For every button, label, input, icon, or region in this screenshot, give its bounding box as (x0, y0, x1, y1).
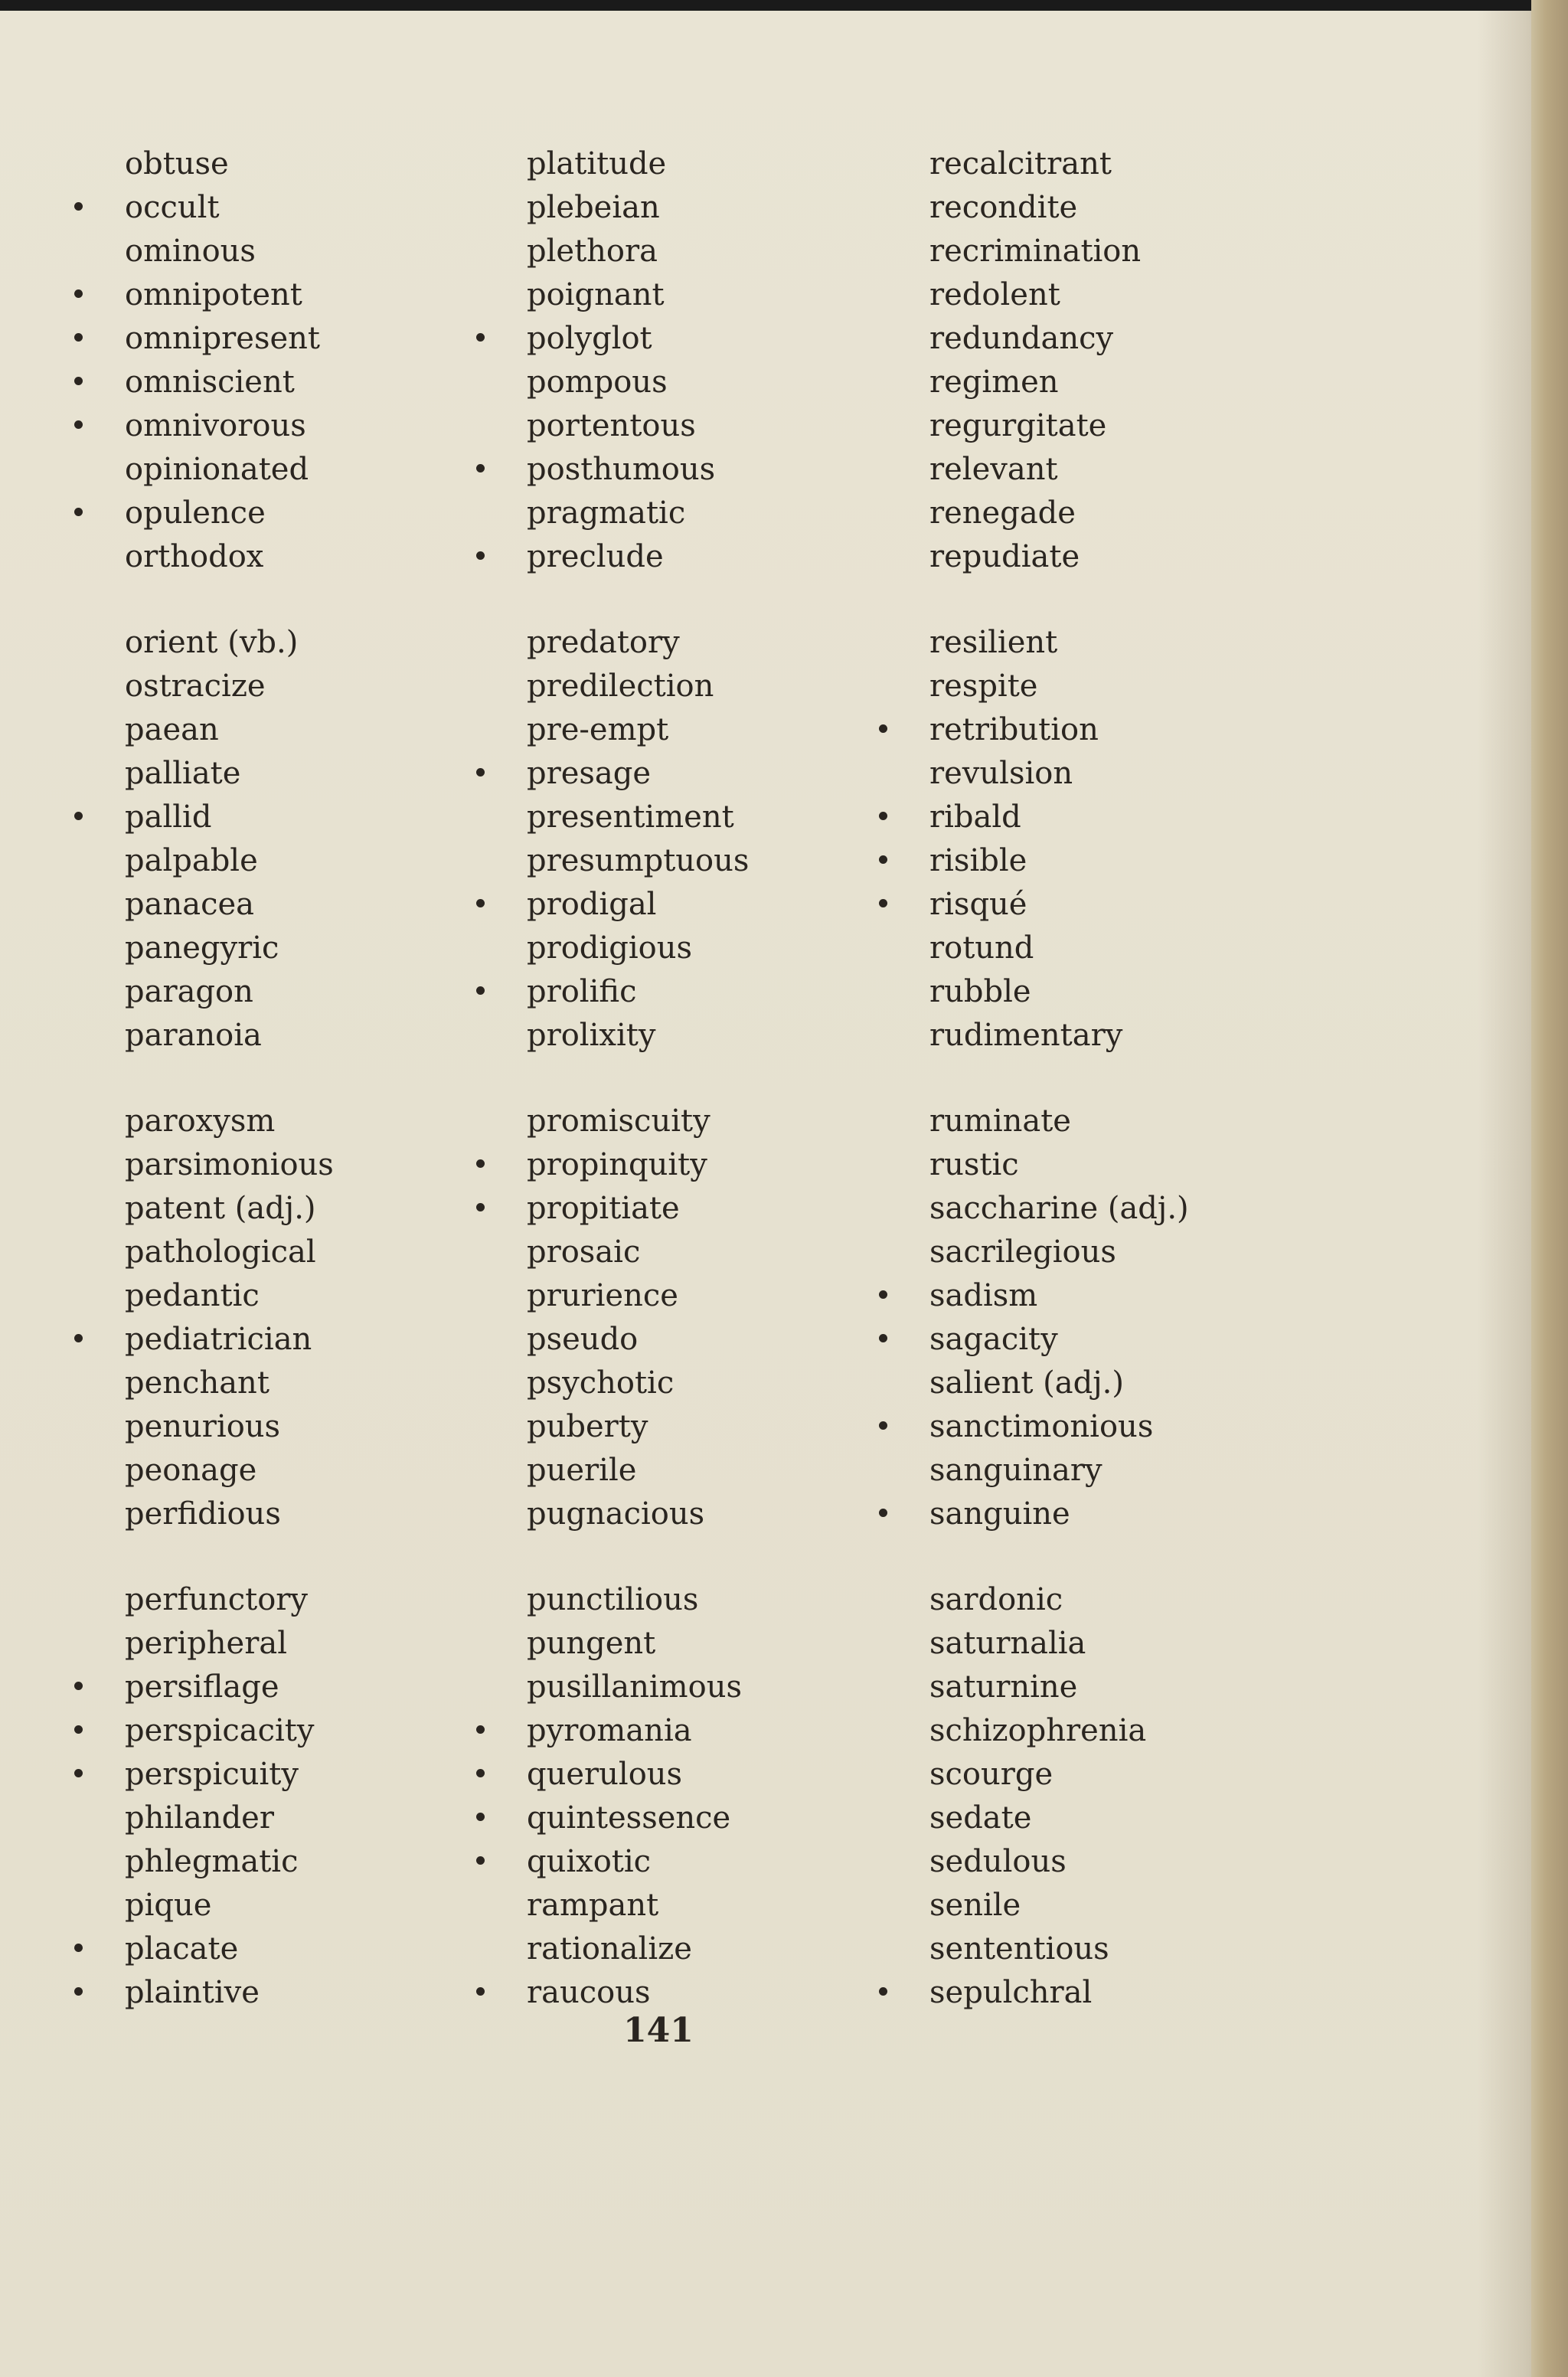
word-text: resilient (929, 625, 1058, 660)
vocabulary-word (929, 1100, 1282, 1143)
vocabulary-word (929, 1362, 1282, 1405)
vocabulary-word (929, 970, 1282, 1014)
word-text: promiscuity (527, 1103, 710, 1139)
word-group (929, 1578, 1282, 2015)
word-text: pragmatic (527, 495, 686, 531)
word-text: ominous (125, 234, 256, 269)
vocabulary-word (527, 142, 879, 186)
vocabulary-word (527, 665, 879, 708)
word-text: quixotic (527, 1844, 652, 1879)
vocabulary-word (929, 1622, 1282, 1666)
vocabulary-word (929, 1274, 1282, 1318)
vocabulary-word (929, 535, 1282, 579)
vocabulary-word (527, 1666, 879, 1709)
vocabulary-word (929, 839, 1282, 883)
bullet-marker-icon (476, 1856, 485, 1865)
vocabulary-word (929, 1753, 1282, 1797)
word-text: sadism (929, 1278, 1038, 1313)
vocabulary-word (527, 1100, 879, 1143)
vocabulary-word (125, 273, 477, 317)
bullet-marker-icon (879, 1334, 887, 1342)
word-text: omnipresent (125, 321, 320, 356)
vocabulary-word (929, 621, 1282, 665)
word-text: presumptuous (527, 843, 750, 878)
bullet-marker-icon (476, 1813, 485, 1821)
word-text: repudiate (929, 539, 1080, 574)
word-text: pompous (527, 365, 668, 400)
bullet-marker-icon (476, 1159, 485, 1168)
word-text: salient (adj.) (929, 1365, 1124, 1401)
vocabulary-word (125, 492, 477, 535)
vocabulary-word (929, 492, 1282, 535)
word-text: recalcitrant (929, 146, 1112, 181)
vocabulary-word (929, 1187, 1282, 1231)
bullet-marker-icon (74, 1987, 83, 1996)
word-group (527, 621, 879, 1058)
vocabulary-word (527, 708, 879, 752)
word-text: orthodox (125, 539, 264, 574)
vocabulary-word (527, 1405, 879, 1449)
word-text: portentous (527, 408, 696, 443)
word-text: obtuse (125, 146, 229, 181)
word-group (125, 621, 477, 1058)
vocabulary-word (125, 1666, 477, 1709)
bullet-marker-icon (476, 1203, 485, 1211)
word-text: redundancy (929, 321, 1114, 356)
vocabulary-word (929, 1709, 1282, 1753)
word-text: palpable (125, 843, 258, 878)
vocabulary-word (527, 1449, 879, 1493)
vocabulary-word (527, 186, 879, 230)
vocabulary-word (527, 796, 879, 839)
word-text: polyglot (527, 321, 652, 356)
vocabulary-word (929, 1405, 1282, 1449)
word-text: preclude (527, 539, 664, 574)
word-text: penchant (125, 1365, 270, 1401)
word-text: patent (adj.) (125, 1191, 316, 1226)
bullet-marker-icon (476, 1769, 485, 1777)
word-text: pungent (527, 1626, 656, 1661)
word-text: sententious (929, 1931, 1109, 1967)
vocabulary-word (929, 1231, 1282, 1274)
vocabulary-word (125, 708, 477, 752)
vocabulary-word (125, 1231, 477, 1274)
vocabulary-word (929, 1014, 1282, 1058)
word-text: orient (vb.) (125, 625, 299, 660)
word-text: prolific (527, 974, 637, 1009)
bullet-marker-icon (74, 1682, 83, 1690)
vocabulary-word (125, 1709, 477, 1753)
bullet-marker-icon (74, 289, 83, 298)
word-text: persiflage (125, 1669, 279, 1705)
vocabulary-word (929, 1884, 1282, 1927)
word-text: placate (125, 1931, 239, 1967)
bullet-marker-icon (476, 1725, 485, 1734)
word-text: respite (929, 669, 1038, 704)
vocabulary-word (125, 317, 477, 361)
bullet-marker-icon (476, 333, 485, 342)
vocabulary-word (125, 1840, 477, 1884)
bullet-marker-icon (476, 551, 485, 560)
vocabulary-word (527, 404, 879, 448)
vocabulary-word (929, 404, 1282, 448)
word-text: saccharine (adj.) (929, 1191, 1189, 1226)
word-group (125, 1100, 477, 1536)
word-text: psychotic (527, 1365, 675, 1401)
vocabulary-word (929, 1449, 1282, 1493)
vocabulary-word (527, 927, 879, 970)
vocabulary-word (929, 186, 1282, 230)
vocabulary-word (527, 317, 879, 361)
word-text: ribald (929, 799, 1021, 835)
vocabulary-word (125, 621, 477, 665)
vocabulary-word (125, 1014, 477, 1058)
vocabulary-word (125, 186, 477, 230)
bullet-marker-icon (74, 508, 83, 516)
word-text: pediatrician (125, 1322, 312, 1357)
word-text: schizophrenia (929, 1713, 1147, 1748)
vocabulary-word (929, 142, 1282, 186)
vocabulary-word (527, 839, 879, 883)
vocabulary-word (527, 273, 879, 317)
vocabulary-word (527, 1014, 879, 1058)
vocabulary-word (125, 448, 477, 492)
word-group (929, 1100, 1282, 1536)
vocabulary-word (125, 970, 477, 1014)
vocabulary-word (125, 1753, 477, 1797)
word-text: poignant (527, 277, 665, 312)
bullet-marker-icon (879, 812, 887, 820)
bullet-marker-icon (879, 1987, 887, 1996)
vocabulary-word (527, 883, 879, 927)
word-text: sedate (929, 1800, 1032, 1836)
vocabulary-word (125, 361, 477, 404)
word-text: panegyric (125, 930, 279, 966)
word-text: penurious (125, 1409, 281, 1444)
word-text: sedulous (929, 1844, 1067, 1879)
word-text: pyromania (527, 1713, 692, 1748)
vocabulary-word (125, 230, 477, 273)
vocabulary-word (125, 883, 477, 927)
word-text: querulous (527, 1757, 683, 1792)
vocabulary-word (125, 1884, 477, 1927)
word-text: rubble (929, 974, 1031, 1009)
vocabulary-word (929, 448, 1282, 492)
vocabulary-word (125, 404, 477, 448)
word-text: scourge (929, 1757, 1054, 1792)
vocabulary-word (929, 317, 1282, 361)
vocabulary-word (929, 1840, 1282, 1884)
vocabulary-word (527, 1493, 879, 1536)
word-text: puerile (527, 1453, 637, 1488)
word-text: propinquity (527, 1147, 707, 1182)
bullet-marker-icon (879, 1290, 887, 1299)
word-text: senile (929, 1888, 1021, 1923)
word-text: renegade (929, 495, 1076, 531)
vocabulary-word (527, 1840, 879, 1884)
word-text: regimen (929, 365, 1059, 400)
vocabulary-word (527, 1927, 879, 1971)
vocabulary-word (929, 1578, 1282, 1622)
vocabulary-word (527, 621, 879, 665)
vocabulary-word (929, 796, 1282, 839)
word-text: paean (125, 712, 219, 747)
vocabulary-word (125, 142, 477, 186)
word-text: saturnine (929, 1669, 1078, 1705)
vocabulary-word (929, 1666, 1282, 1709)
bullet-marker-icon (879, 899, 887, 907)
vocabulary-word (527, 1884, 879, 1927)
vocabulary-word (527, 1143, 879, 1187)
word-text: sepulchral (929, 1975, 1093, 2010)
vocabulary-word (929, 1927, 1282, 1971)
word-text: ostracize (125, 669, 266, 704)
vocabulary-word (527, 1622, 879, 1666)
vocabulary-word (929, 273, 1282, 317)
word-text: phlegmatic (125, 1844, 299, 1879)
word-text: risqué (929, 887, 1027, 922)
word-text: pusillanimous (527, 1669, 742, 1705)
word-text: rotund (929, 930, 1034, 966)
vocabulary-word (125, 796, 477, 839)
word-text: parsimonious (125, 1147, 334, 1182)
word-text: puberty (527, 1409, 648, 1444)
word-group (125, 1578, 477, 2015)
vocabulary-word (527, 970, 879, 1014)
bullet-marker-icon (74, 1944, 83, 1952)
word-text: regurgitate (929, 408, 1107, 443)
bullet-marker-icon (476, 899, 485, 907)
word-text: raucous (527, 1975, 651, 2010)
word-text: predatory (527, 625, 680, 660)
word-text: omnipotent (125, 277, 302, 312)
word-text: pathological (125, 1234, 316, 1270)
word-text: omniscient (125, 365, 295, 400)
word-group (125, 142, 477, 579)
bullet-marker-icon (74, 333, 83, 342)
vocabulary-word (527, 230, 879, 273)
vocabulary-word (125, 1449, 477, 1493)
word-group (527, 142, 879, 579)
word-text: rationalize (527, 1931, 692, 1967)
vocabulary-word (125, 1143, 477, 1187)
word-text: paranoia (125, 1018, 262, 1053)
word-group (929, 621, 1282, 1058)
word-text: presage (527, 756, 652, 791)
word-text: pseudo (527, 1322, 639, 1357)
word-text: propitiate (527, 1191, 680, 1226)
bullet-marker-icon (74, 1334, 83, 1342)
vocabulary-word (125, 1274, 477, 1318)
word-text: opulence (125, 495, 266, 531)
word-text: rustic (929, 1147, 1019, 1182)
word-text: saturnalia (929, 1626, 1086, 1661)
bullet-marker-icon (476, 464, 485, 472)
vocabulary-word (527, 752, 879, 796)
word-text: pique (125, 1888, 212, 1923)
word-text: sanctimonious (929, 1409, 1154, 1444)
vocabulary-word (527, 361, 879, 404)
word-text: paragon (125, 974, 253, 1009)
vocabulary-word (125, 1362, 477, 1405)
page-top-edge (0, 0, 1531, 11)
word-text: pre-empt (527, 712, 669, 747)
word-text: sacrilegious (929, 1234, 1116, 1270)
vocabulary-word (125, 1405, 477, 1449)
word-text: presentiment (527, 799, 734, 835)
bullet-marker-icon (74, 812, 83, 820)
vocabulary-word (929, 1493, 1282, 1536)
vocabulary-word (929, 752, 1282, 796)
word-text: sardonic (929, 1582, 1063, 1617)
word-text: prolixity (527, 1018, 656, 1053)
bullet-marker-icon (879, 724, 887, 733)
word-text: opinionated (125, 452, 309, 487)
vocabulary-word (929, 708, 1282, 752)
vocabulary-word (929, 1143, 1282, 1187)
bullet-marker-icon (74, 1769, 83, 1777)
word-text: rudimentary (929, 1018, 1123, 1053)
vocabulary-word (929, 1318, 1282, 1362)
bullet-marker-icon (879, 1509, 887, 1517)
word-text: retribution (929, 712, 1099, 747)
word-group (929, 142, 1282, 579)
word-text: paroxysm (125, 1103, 276, 1139)
word-text: prurience (527, 1278, 678, 1313)
word-text: quintessence (527, 1800, 731, 1836)
vocabulary-word (125, 839, 477, 883)
vocabulary-word (125, 1493, 477, 1536)
word-text: recondite (929, 190, 1078, 225)
page-binding-edge (1531, 0, 1568, 2377)
vocabulary-word (125, 535, 477, 579)
vocabulary-word (929, 361, 1282, 404)
word-text: perfunctory (125, 1582, 309, 1617)
word-text: perspicacity (125, 1713, 315, 1748)
bullet-marker-icon (74, 202, 83, 211)
vocabulary-word (527, 1797, 879, 1840)
vocabulary-word (527, 535, 879, 579)
word-text: redolent (929, 277, 1060, 312)
word-text: plethora (527, 234, 658, 269)
word-text: pallid (125, 799, 212, 835)
word-text: omnivorous (125, 408, 306, 443)
word-text: peripheral (125, 1626, 287, 1661)
word-text: recrimination (929, 234, 1142, 269)
vocabulary-word (125, 1797, 477, 1840)
vocabulary-word (929, 230, 1282, 273)
vocabulary-word (527, 492, 879, 535)
vocabulary-word (527, 1709, 879, 1753)
word-group (527, 1578, 879, 2015)
word-text: prodigious (527, 930, 692, 966)
word-text: prodigal (527, 887, 657, 922)
page-number: 141 (623, 2011, 694, 2050)
word-text: platitude (527, 146, 667, 181)
word-text: ruminate (929, 1103, 1071, 1139)
vocabulary-word (125, 752, 477, 796)
word-text: perfidious (125, 1496, 281, 1532)
word-text: punctilious (527, 1582, 699, 1617)
word-text: plebeian (527, 190, 660, 225)
vocabulary-word (125, 1622, 477, 1666)
vocabulary-word (527, 1578, 879, 1622)
vocabulary-word (929, 927, 1282, 970)
bullet-marker-icon (74, 1725, 83, 1734)
vocabulary-word (125, 1578, 477, 1622)
word-text: predilection (527, 669, 714, 704)
vocabulary-word (125, 1318, 477, 1362)
word-group (527, 1100, 879, 1536)
vocabulary-word (527, 1318, 879, 1362)
word-text: pedantic (125, 1278, 260, 1313)
word-text: palliate (125, 756, 241, 791)
bullet-marker-icon (476, 768, 485, 777)
word-text: risible (929, 843, 1027, 878)
vocabulary-word (125, 1927, 477, 1971)
vocabulary-word (125, 665, 477, 708)
word-text: revulsion (929, 756, 1073, 791)
vocabulary-word (527, 1753, 879, 1797)
word-text: sanguine (929, 1496, 1070, 1532)
bullet-marker-icon (74, 420, 83, 429)
vocabulary-word (527, 448, 879, 492)
bullet-marker-icon (879, 1421, 887, 1430)
word-text: panacea (125, 887, 254, 922)
word-text: sanguinary (929, 1453, 1102, 1488)
word-text: pugnacious (527, 1496, 705, 1532)
bullet-marker-icon (74, 377, 83, 385)
word-text: peonage (125, 1453, 257, 1488)
vocabulary-word (527, 1362, 879, 1405)
bullet-marker-icon (879, 855, 887, 864)
word-text: relevant (929, 452, 1058, 487)
word-text: sagacity (929, 1322, 1058, 1357)
vocabulary-word (929, 883, 1282, 927)
vocabulary-word (125, 927, 477, 970)
word-text: posthumous (527, 452, 716, 487)
bullet-marker-icon (476, 986, 485, 995)
vocabulary-word (929, 665, 1282, 708)
vocabulary-word (125, 1100, 477, 1143)
bullet-marker-icon (476, 1987, 485, 1996)
vocabulary-word (929, 1797, 1282, 1840)
word-text: perspicuity (125, 1757, 299, 1792)
vocabulary-word (527, 1187, 879, 1231)
vocabulary-word (527, 1231, 879, 1274)
word-text: rampant (527, 1888, 659, 1923)
word-text: philander (125, 1800, 274, 1836)
vocabulary-word (125, 1187, 477, 1231)
vocabulary-word (527, 1274, 879, 1318)
word-text: plaintive (125, 1975, 260, 2010)
word-text: prosaic (527, 1234, 641, 1270)
word-text: occult (125, 190, 220, 225)
